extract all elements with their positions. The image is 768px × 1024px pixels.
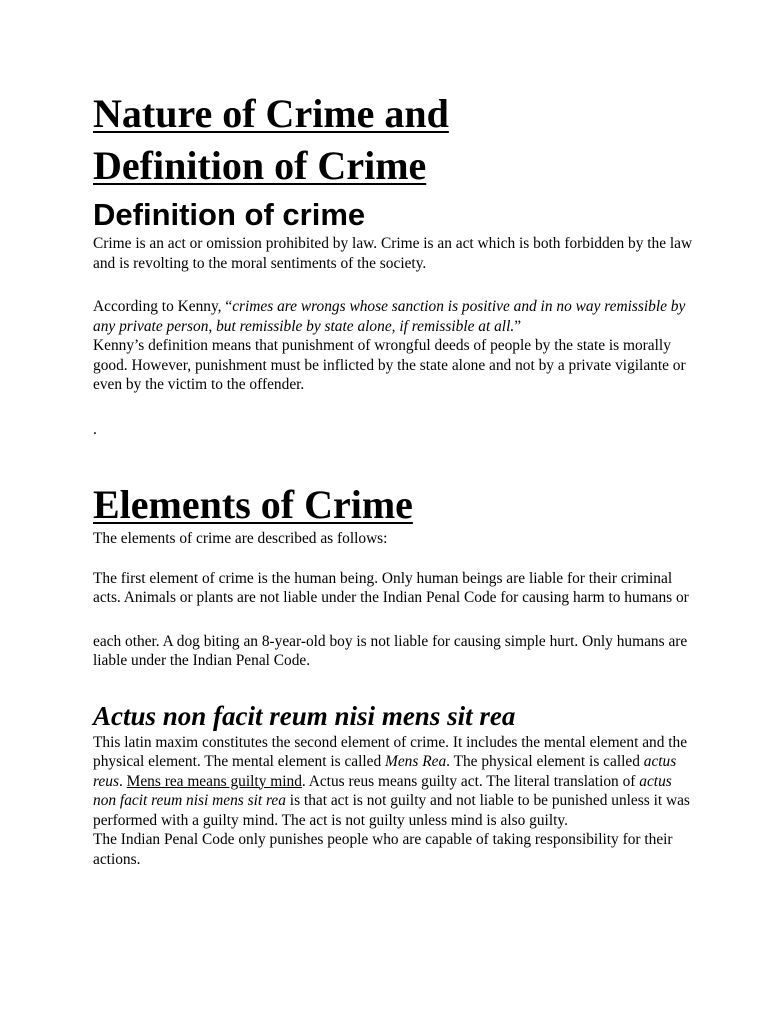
actus-text-4: . Actus reus means guilty act. The literal translation of	[301, 772, 640, 790]
main-title-line-1: Nature of Crime and	[93, 91, 449, 136]
elements-title: Elements of Crime	[93, 482, 413, 527]
first-element-paragraph: The first element of crime is the human being. Only human beings are liable for their criminal acts. Animals or plants are not liable under the Indian Penal Code for causing harm to humans or	[93, 569, 689, 606]
actus-text-1: This latin maxim constitutes the second element of crime. It includes the mental element and the physical element. The mental element is called	[93, 733, 688, 770]
main-title	[93, 88, 693, 192]
maxim-term: actus non facit reum nisi mens sit rea	[93, 772, 672, 809]
ipc-final-paragraph: The Indian Penal Code only punishes people who are capable of taking responsibility for their actions.	[93, 831, 673, 868]
crime-definition-paragraph: Crime is an act or omission prohibited by law. Crime is an act which is both forbidden by the law and is revolting to the moral sentiments of the society.	[93, 235, 693, 272]
kenny-quote-paragraph	[93, 297, 693, 336]
actus-paragraph	[93, 733, 693, 831]
mens-rea-underlined: Mens rea means guilty mind	[126, 772, 302, 790]
kenny-explanation-paragraph: Kenny’s definition means that punishment of wrongful deeds of people by the state is morally good. However, punishment must be inflicted by the state alone and not by a private vigilante or even by the victim to the offender.	[93, 337, 686, 393]
kenny-quote-text: crimes are wrongs whose sanction is positive and in no way remissible by any private person, but remissible by state alone, if remissible at all.	[93, 298, 686, 335]
elements-intro: The elements of crime are described as follows:	[93, 530, 388, 547]
stray-dot: .	[93, 420, 97, 438]
actus-text-3: .	[118, 772, 127, 790]
kenny-lead-text: According to Kenny, “	[93, 298, 233, 315]
document-page	[93, 88, 693, 869]
actus-title: Actus non facit reum nisi mens sit rea	[93, 700, 516, 731]
definition-heading: Definition of crime	[93, 197, 366, 232]
actus-text-2: . The physical element is called	[446, 753, 644, 770]
first-element-continued: each other. A dog biting an 8-year-old boy is not liable for causing simple hurt. Only humans are liable under the Indian Penal Code.	[93, 632, 688, 669]
main-title-line-2: Definition of Crime	[93, 143, 427, 188]
mens-rea-term: Mens Rea	[385, 753, 447, 770]
actus-text-5: is that act is not guilty and not liable to be punished unless it was performed with a guilty mind. The act is not guilty unless mind is also guilty.	[93, 792, 690, 829]
actus-reus-term: actus reus	[93, 753, 677, 790]
kenny-quote-close: ”	[514, 317, 522, 335]
